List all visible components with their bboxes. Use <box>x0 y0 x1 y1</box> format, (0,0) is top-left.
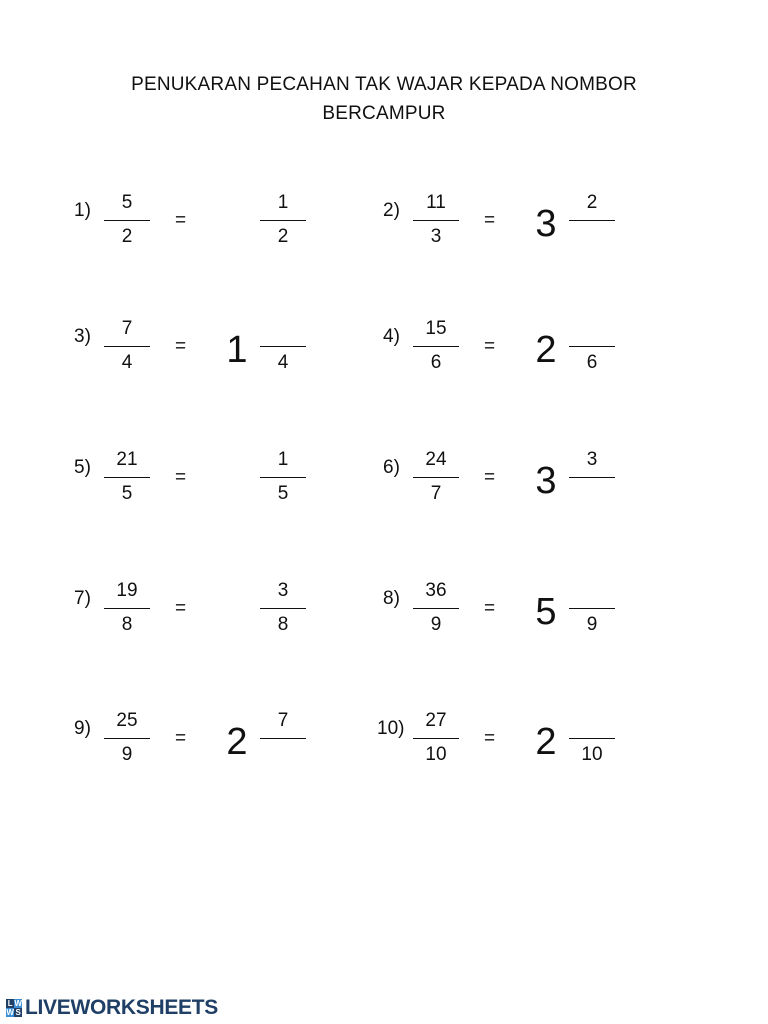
equals-sign: = <box>175 210 187 231</box>
title-line-1: PENUKARAN PECAHAN TAK WAJAR KEPADA NOMBOR <box>131 74 637 95</box>
problem-number: 7) <box>74 588 91 609</box>
denominator: 2 <box>121 226 133 247</box>
denominator: 9 <box>121 744 133 765</box>
numerator: 24 <box>425 449 447 470</box>
numerator: 21 <box>116 449 138 470</box>
whole-number-answer[interactable]: 1 <box>226 329 248 371</box>
whole-number-answer[interactable]: 5 <box>535 591 557 633</box>
answer-numerator[interactable]: 1 <box>277 192 289 213</box>
answer-denominator[interactable] <box>569 481 615 507</box>
problem-9 <box>74 708 374 778</box>
answer-numerator[interactable]: 1 <box>277 449 289 470</box>
fraction-bar <box>569 608 615 609</box>
problem-number: 6) <box>383 457 400 478</box>
answer-denominator[interactable]: 4 <box>277 352 289 373</box>
fraction-bar <box>104 738 150 739</box>
fraction-bar <box>104 220 150 221</box>
problem-number: 1) <box>74 200 91 221</box>
answer-denominator[interactable]: 5 <box>277 483 289 504</box>
brand-name: LIVEWORKSHEETS <box>25 996 218 1019</box>
answer-numerator[interactable]: 3 <box>277 580 289 601</box>
equals-sign: = <box>484 598 496 619</box>
equals-sign: = <box>484 336 496 357</box>
answer-denominator[interactable]: 8 <box>277 614 289 635</box>
denominator: 6 <box>430 352 442 373</box>
problem-number: 4) <box>383 326 400 347</box>
denominator: 8 <box>121 614 133 635</box>
answer-denominator[interactable] <box>569 224 615 250</box>
problem-10 <box>377 708 677 778</box>
problem-number: 9) <box>74 718 91 739</box>
denominator: 7 <box>430 483 442 504</box>
numerator: 25 <box>116 710 138 731</box>
fraction-bar <box>413 220 459 221</box>
problem-6 <box>383 447 683 517</box>
equals-sign: = <box>484 467 496 488</box>
problem-3 <box>74 316 374 386</box>
fraction-bar <box>569 477 615 478</box>
fraction-bar <box>413 608 459 609</box>
fraction-bar <box>260 477 306 478</box>
fraction-bar <box>104 346 150 347</box>
denominator: 10 <box>425 744 447 765</box>
numerator: 5 <box>121 192 133 213</box>
denominator: 3 <box>430 226 442 247</box>
whole-number-answer[interactable]: 2 <box>226 721 248 763</box>
answer-numerator[interactable]: 7 <box>277 710 289 731</box>
problem-number: 2) <box>383 200 400 221</box>
fraction-bar <box>260 346 306 347</box>
equals-sign: = <box>484 210 496 231</box>
answer-denominator[interactable]: 2 <box>277 226 289 247</box>
denominator: 4 <box>121 352 133 373</box>
liveworksheets-logo <box>6 996 218 1020</box>
answer-denominator[interactable]: 10 <box>581 744 603 765</box>
worksheet-title <box>0 70 768 128</box>
denominator: 9 <box>430 614 442 635</box>
fraction-bar <box>260 220 306 221</box>
fraction-bar <box>413 477 459 478</box>
denominator: 5 <box>121 483 133 504</box>
fraction-bar <box>104 477 150 478</box>
answer-denominator[interactable]: 6 <box>586 352 598 373</box>
answer-numerator[interactable] <box>569 708 615 734</box>
problem-2 <box>383 190 683 260</box>
answer-numerator[interactable] <box>260 316 306 342</box>
equals-sign: = <box>175 728 187 749</box>
numerator: 19 <box>116 580 138 601</box>
fraction-bar <box>569 738 615 739</box>
problem-4 <box>383 316 683 386</box>
whole-number-answer[interactable]: 2 <box>535 329 557 371</box>
answer-denominator[interactable]: 9 <box>586 614 598 635</box>
problem-number: 10) <box>377 718 405 739</box>
problem-5 <box>74 447 374 517</box>
fraction-bar <box>260 738 306 739</box>
liveworksheets-logo-icon: L W W S <box>6 999 22 1017</box>
title-line-2: BERCAMPUR <box>322 103 446 124</box>
problem-number: 8) <box>383 588 400 609</box>
equals-sign: = <box>175 598 187 619</box>
answer-denominator[interactable] <box>260 742 306 768</box>
problem-7 <box>74 578 374 648</box>
answer-numerator[interactable] <box>569 578 615 604</box>
whole-number-answer[interactable]: 2 <box>535 721 557 763</box>
equals-sign: = <box>175 467 187 488</box>
fraction-bar <box>104 608 150 609</box>
problem-1 <box>74 190 374 260</box>
equals-sign: = <box>484 728 496 749</box>
answer-numerator[interactable]: 2 <box>586 192 598 213</box>
whole-number-answer[interactable]: 3 <box>535 203 557 245</box>
problem-number: 5) <box>74 457 91 478</box>
numerator: 36 <box>425 580 447 601</box>
numerator: 27 <box>425 710 447 731</box>
answer-numerator[interactable] <box>569 316 615 342</box>
fraction-bar <box>260 608 306 609</box>
answer-numerator[interactable]: 3 <box>586 449 598 470</box>
numerator: 15 <box>425 318 447 339</box>
fraction-bar <box>569 220 615 221</box>
whole-number-answer[interactable]: 3 <box>535 460 557 502</box>
problem-number: 3) <box>74 326 91 347</box>
numerator: 7 <box>121 318 133 339</box>
equals-sign: = <box>175 336 187 357</box>
fraction-bar <box>569 346 615 347</box>
fraction-bar <box>413 346 459 347</box>
problem-8 <box>383 578 683 648</box>
numerator: 11 <box>426 192 446 213</box>
fraction-bar <box>413 738 459 739</box>
